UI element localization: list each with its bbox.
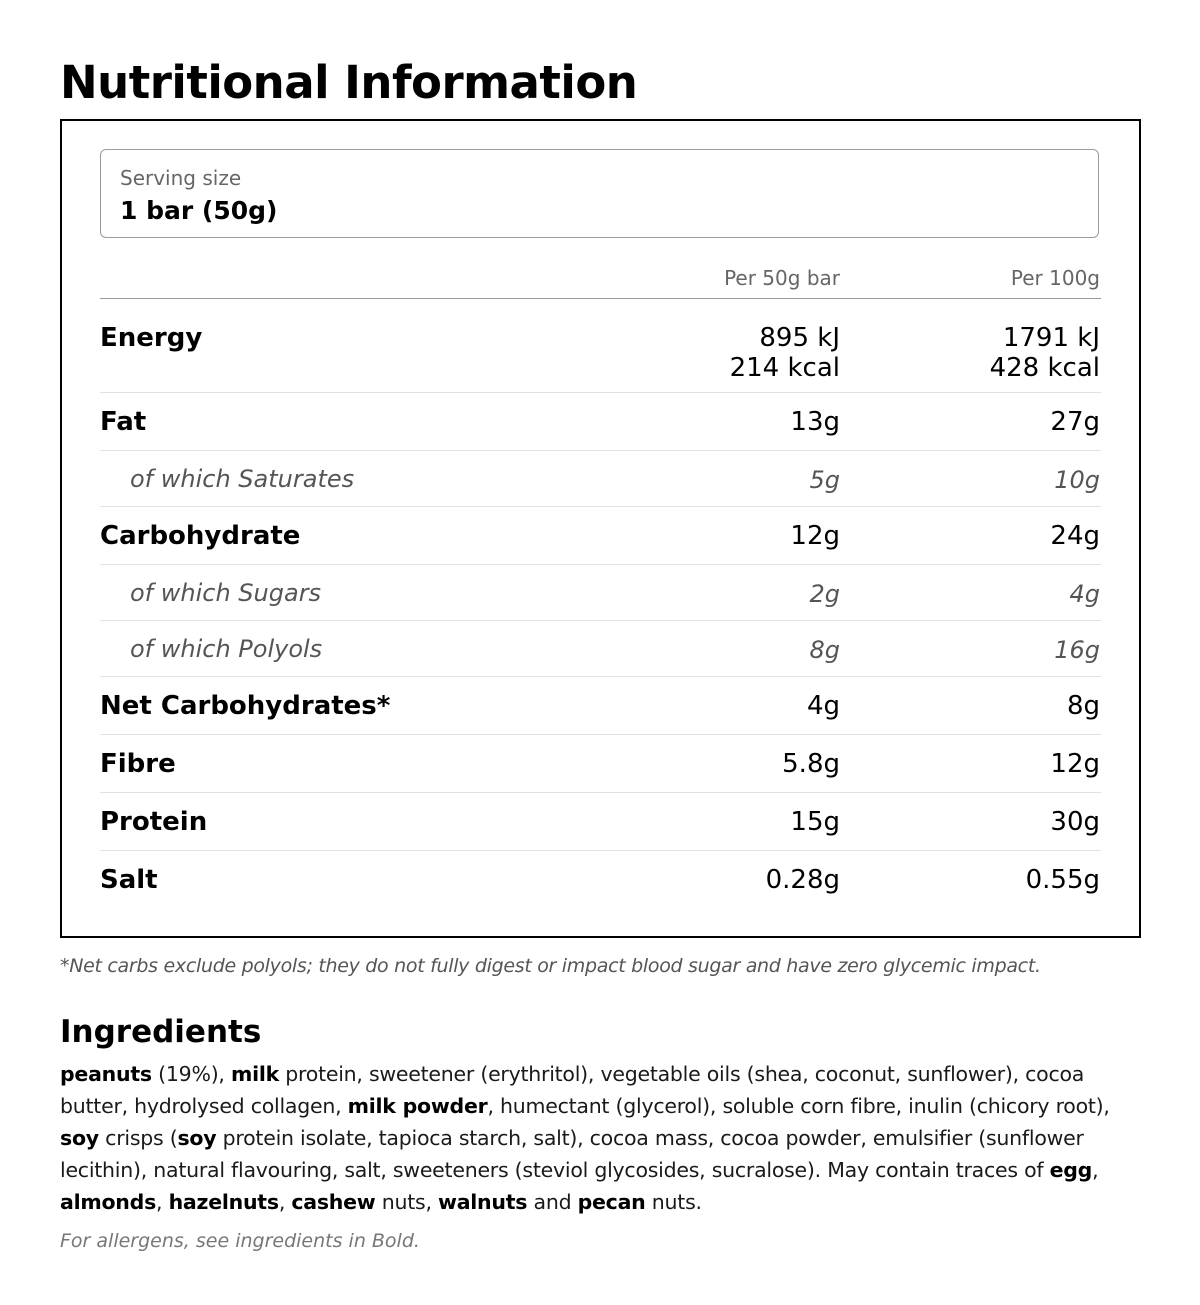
serving-size-label: Serving size — [120, 166, 242, 190]
table-body — [100, 299, 1101, 908]
value-per-100g — [1050, 407, 1100, 437]
ingredient-text: , — [278, 1190, 292, 1214]
value-per-100g — [1026, 865, 1100, 895]
value-per-100g-line: 0.55g — [1025, 865, 1100, 895]
allergen-ingredient: hazelnuts — [168, 1190, 279, 1214]
value-per-100g-line: 24g — [1050, 521, 1100, 551]
value-per-serving-line: 895 kJ — [759, 323, 840, 353]
value-per-serving-line: 4g — [806, 691, 840, 721]
value-per-serving-line: 5.8g — [782, 749, 840, 779]
page-title: Nutritional Information — [60, 56, 638, 109]
ingredient-text: , — [1092, 1158, 1099, 1182]
allergen-ingredient: egg — [1049, 1158, 1093, 1182]
value-per-100g-line: 428 kcal — [989, 353, 1100, 383]
value-per-serving — [809, 635, 840, 665]
ingredient-text: , — [156, 1190, 169, 1214]
table-row — [100, 677, 1101, 735]
ingredient-text: nuts. — [645, 1190, 702, 1214]
nutrition-table — [100, 256, 1101, 908]
net-carbs-footnote: *Net carbs exclude polyols; they do not fully digest or impact blood sugar and have zero glycemic impact. — [60, 955, 1041, 977]
table-row — [100, 451, 1101, 507]
value-per-100g — [1050, 521, 1100, 551]
table-row — [100, 621, 1101, 677]
nutrition-panel — [60, 119, 1141, 938]
nutrient-name: of which Polyols — [130, 635, 323, 663]
ingredient-text: crisps ( — [98, 1126, 178, 1150]
nutrient-name: of which Sugars — [130, 579, 322, 607]
nutrient-name: Carbohydrate — [100, 521, 301, 551]
value-per-serving — [790, 407, 840, 437]
value-per-100g — [1069, 579, 1100, 609]
value-per-serving — [782, 749, 840, 779]
serving-size-box — [100, 149, 1099, 238]
value-per-100g-line: 30g — [1050, 807, 1100, 837]
value-per-100g — [990, 323, 1100, 383]
value-per-serving-line: 8g — [809, 636, 840, 664]
ingredients-title: Ingredients — [60, 1014, 262, 1050]
ingredient-text: , humectant (glycerol), soluble corn fibre, inulin (chicory root), — [487, 1094, 1110, 1118]
table-row — [100, 299, 1101, 393]
value-per-100g-line: 10g — [1054, 466, 1100, 494]
ingredient-text: and — [527, 1190, 578, 1214]
value-per-serving — [790, 807, 840, 837]
value-per-serving — [807, 691, 840, 721]
ingredient-text: protein isolate, tapioca starch, salt), cocoa mass, cocoa powder, emulsifier (sunflower lecithin), natural flavouring, salt, sweeteners (steviol glycosides, sucralose). May contain traces of — [60, 1126, 1084, 1182]
value-per-serving — [766, 865, 840, 895]
nutrient-name: Energy — [100, 323, 203, 353]
nutrient-name: of which Saturates — [130, 465, 355, 493]
value-per-serving-line: 0.28g — [765, 865, 840, 895]
serving-size-value: 1 bar (50g) — [120, 196, 278, 225]
value-per-100g-line: 27g — [1050, 407, 1100, 437]
ingredient-text: (19%), — [151, 1062, 231, 1086]
ingredients-text — [60, 1058, 1141, 1218]
allergen-note: For allergens, see ingredients in Bold. — [60, 1230, 420, 1252]
allergen-ingredient: walnuts — [438, 1190, 528, 1214]
header-per-serving: Per 50g bar — [724, 266, 840, 290]
value-per-100g — [1054, 465, 1100, 495]
nutrient-name: Fat — [100, 407, 147, 437]
table-row — [100, 793, 1101, 851]
allergen-ingredient: peanuts — [60, 1062, 152, 1086]
ingredient-text: protein, sweetener (erythritol), vegetable oils (shea, coconut, sunflower), cocoa butter, hydrolysed collagen, — [60, 1062, 1085, 1118]
table-row — [100, 565, 1101, 621]
value-per-serving-line: 13g — [790, 407, 840, 437]
table-row — [100, 735, 1101, 793]
nutrient-name: Salt — [100, 865, 158, 895]
allergen-ingredient: pecan — [577, 1190, 646, 1214]
table-row — [100, 851, 1101, 908]
table-row — [100, 393, 1101, 451]
nutrient-name: Net Carbohydrates* — [100, 691, 391, 721]
value-per-serving — [809, 465, 840, 495]
allergen-ingredient: almonds — [60, 1190, 157, 1214]
value-per-serving-line: 12g — [790, 521, 840, 551]
table-row — [100, 507, 1101, 565]
table-header — [100, 256, 1101, 299]
value-per-100g — [1050, 749, 1100, 779]
value-per-100g-line: 16g — [1054, 636, 1100, 664]
header-per-100g: Per 100g — [1010, 266, 1100, 290]
value-per-100g — [1054, 635, 1100, 665]
allergen-ingredient: soy — [60, 1126, 99, 1150]
value-per-100g-line: 1791 kJ — [1002, 323, 1100, 353]
nutrient-name: Protein — [100, 807, 208, 837]
value-per-serving-line: 5g — [809, 466, 840, 494]
value-per-serving — [730, 323, 840, 383]
value-per-100g-line: 12g — [1050, 749, 1100, 779]
value-per-100g-line: 8g — [1066, 691, 1100, 721]
allergen-ingredient: milk — [230, 1062, 280, 1086]
value-per-100g-line: 4g — [1069, 580, 1100, 608]
ingredient-text: nuts, — [375, 1190, 438, 1214]
allergen-ingredient: soy — [177, 1126, 217, 1150]
nutrient-name: Fibre — [100, 749, 176, 779]
value-per-serving-line: 214 kcal — [729, 353, 840, 383]
value-per-serving-line: 2g — [809, 580, 840, 608]
value-per-serving — [809, 579, 840, 609]
value-per-serving-line: 15g — [790, 807, 840, 837]
value-per-100g — [1050, 807, 1100, 837]
value-per-serving — [790, 521, 840, 551]
allergen-ingredient: cashew — [291, 1190, 376, 1214]
allergen-ingredient: milk powder — [347, 1094, 488, 1118]
value-per-100g — [1067, 691, 1100, 721]
